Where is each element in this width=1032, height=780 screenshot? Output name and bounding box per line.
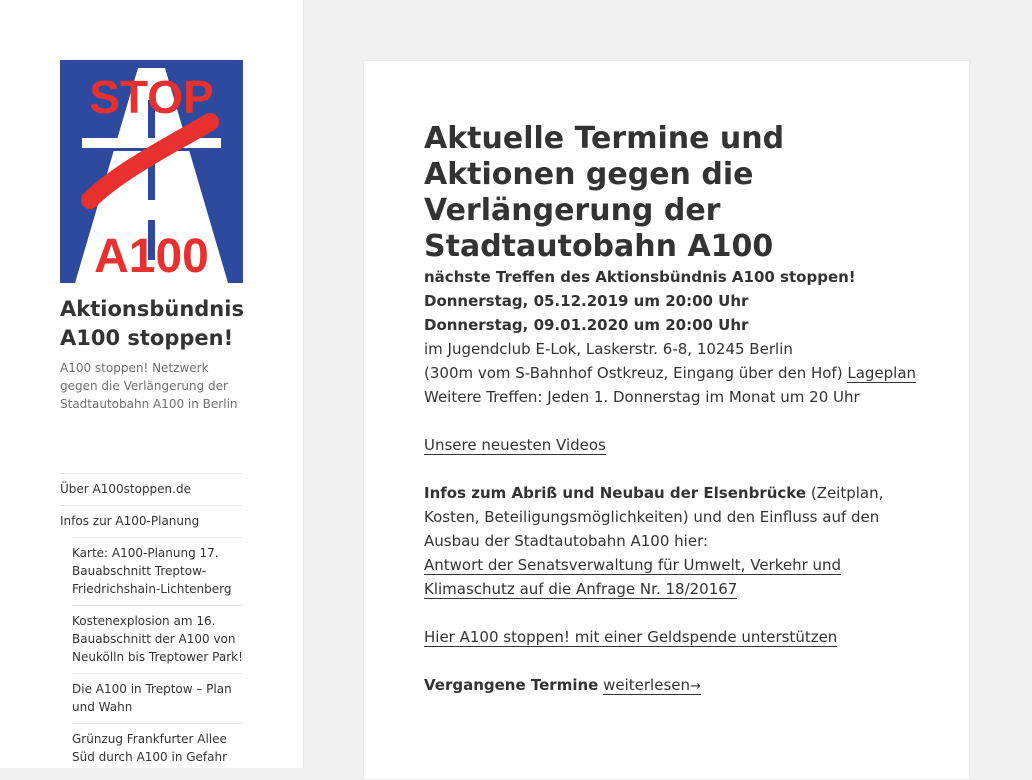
nav-sublink-gruenzug[interactable]: Grünzug Frankfurter Allee Süd durch A100 in Gefahr xyxy=(72,732,228,764)
site-description: A100 stoppen! Netzwerk gegen die Verlängerung der Stadtautobahn A100 in Berlin xyxy=(60,361,238,411)
nav-item xyxy=(60,473,243,505)
elsenbruecke-paragraph xyxy=(424,481,924,601)
nav-sublink-karte[interactable]: Karte: A100-Planung 17. Bauabschnitt Treptow-Friedrichshain-Lichtenberg xyxy=(72,546,232,596)
logo-bottom-text: A100 xyxy=(94,230,209,283)
article-title: Aktuelle Termine und Aktionen gegen die Verlängerung der Stadtautobahn A100 xyxy=(424,121,785,264)
nav-sublink-kostenexplosion[interactable]: Kostenexplosion am 16. Bauabschnitt der A100 von Neukölln bis Treptower Park! xyxy=(72,614,243,664)
nav-link-ueber[interactable]: Über A100stoppen.de xyxy=(60,482,191,496)
further-meetings: Weitere Treffen: Jeden 1. Donnerstag im Monat um 20 Uhr xyxy=(424,388,860,406)
read-more-link[interactable] xyxy=(603,676,701,695)
main-navigation xyxy=(60,473,243,768)
senate-answer-link[interactable]: Antwort der Senatsverwaltung für Umwelt, Verkehr und Klimaschutz auf die Anfrage Nr. 18/20167 xyxy=(424,556,842,598)
nav-subitem xyxy=(72,673,243,723)
read-more-label: weiterlesen xyxy=(603,676,690,694)
site-logo[interactable] xyxy=(60,60,243,283)
elsenbruecke-heading: Infos zum Abriß und Neubau der Elsenbrücke xyxy=(424,484,807,502)
logo-top-text: STOP xyxy=(89,71,214,123)
nav-subitem xyxy=(72,723,243,768)
article xyxy=(363,60,970,780)
nav-sublink-treptow[interactable]: Die A100 in Treptow – Plan und Wahn xyxy=(72,682,232,714)
meeting-directions: (300m vom S-Bahnhof Ostkreuz, Eingang über den Hof) xyxy=(424,364,843,382)
donation-link[interactable]: Hier A100 stoppen! mit einer Geldspende unterstützen xyxy=(424,628,838,646)
nav-item xyxy=(60,505,243,768)
nav-submenu xyxy=(72,537,243,768)
videos-link[interactable]: Unsere neuesten Videos xyxy=(424,436,606,454)
site-title[interactable]: Aktionsbündnis A100 stoppen! xyxy=(60,297,244,350)
meeting-heading: nächste Treffen des Aktionsbündnis A100 stoppen! xyxy=(424,268,856,286)
past-events-paragraph xyxy=(424,673,924,699)
videos-paragraph xyxy=(424,433,924,457)
arrow-right-icon: → xyxy=(690,679,701,694)
lageplan-link[interactable]: Lageplan xyxy=(847,364,917,382)
donation-paragraph xyxy=(424,625,924,649)
meeting-info xyxy=(424,265,924,409)
stop-a100-logo-icon xyxy=(60,60,243,283)
meeting-date-2: Donnerstag, 09.01.2020 um 20:00 Uhr xyxy=(424,316,749,334)
past-events-label: Vergangene Termine xyxy=(424,676,599,694)
meeting-location: im Jugendclub E-Lok, Laskerstr. 6-8, 10245 Berlin xyxy=(424,340,793,358)
sidebar xyxy=(0,0,304,768)
nav-link-infos-planung[interactable]: Infos zur A100-Planung xyxy=(60,514,200,528)
nav-subitem xyxy=(72,537,243,605)
elsenbruecke-text: (Zeitplan, Kosten, Beteiligungsmöglichkeiten) und den Einfluss auf den Ausbau der Stadtautobahn A100 hier: xyxy=(424,484,884,550)
meeting-date-1: Donnerstag, 05.12.2019 um 20:00 Uhr xyxy=(424,292,749,310)
nav-subitem xyxy=(72,605,243,673)
article-content xyxy=(424,265,924,723)
